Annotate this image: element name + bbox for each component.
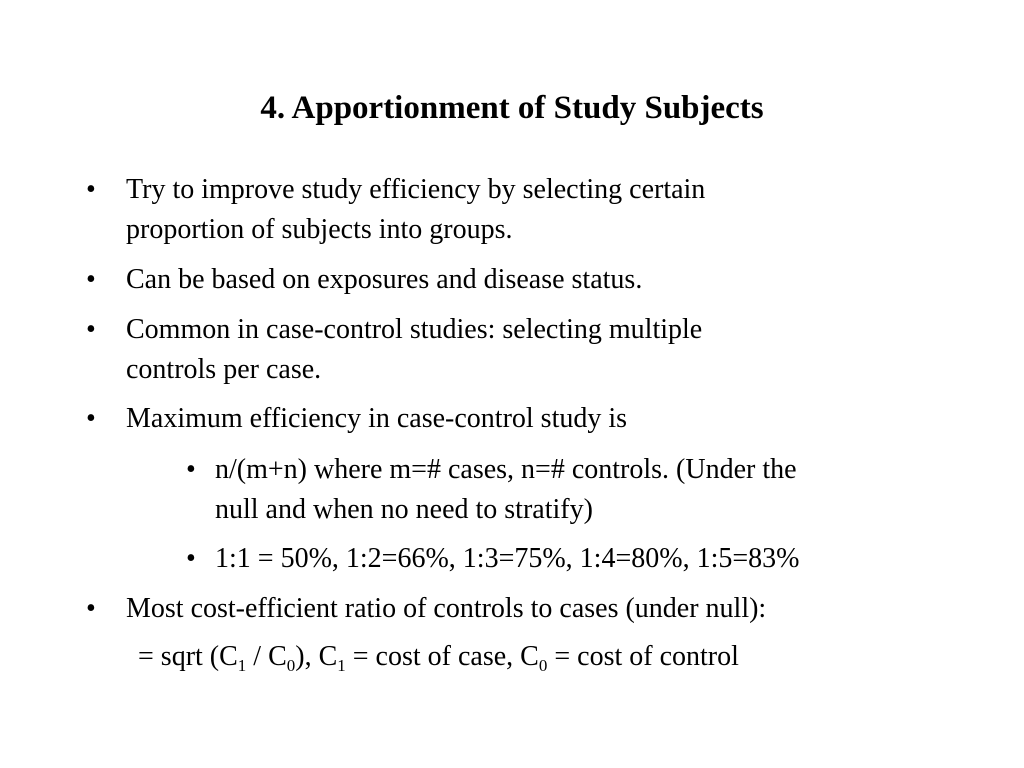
formula-text: = cost of case, C (345, 641, 539, 672)
bullet-line: controls per case. (126, 354, 322, 385)
formula-subscript: 1 (337, 655, 346, 675)
bullet-line: Most cost-efficient ratio of controls to cases (under null): (126, 593, 767, 624)
bullet-text (126, 170, 986, 250)
sub-bullet-text (215, 450, 797, 530)
formula-text: = sqrt (C (138, 641, 238, 672)
formula-subscript: 1 (237, 655, 247, 675)
formula-subscript: 0 (286, 655, 296, 675)
formula-text: ), C (295, 641, 338, 672)
bullet-text (126, 260, 986, 300)
bullet-text (126, 310, 986, 390)
bullet-dot: • (86, 264, 96, 295)
bullet-text (126, 589, 986, 629)
bullet-line: Common in case-control studies: selecting multiple (126, 314, 703, 345)
sub-bullet-dot: • (186, 543, 196, 574)
slide-title: 4. Apportionment of Study Subjects (260, 90, 764, 126)
bullet-dot: • (86, 174, 96, 205)
bullet-line: proportion of subjects into groups. (126, 214, 513, 245)
formula-text: / C (246, 641, 287, 672)
cost-ratio-formula (138, 637, 739, 677)
formula-subscript: 0 (538, 655, 548, 675)
bullet-dot: • (86, 314, 96, 345)
bullet-line: Can be based on exposures and disease status. (126, 264, 643, 295)
bullet-line: Try to improve study efficiency by selecting certain (126, 174, 706, 205)
formula-text: = cost of control (547, 641, 739, 672)
sub-bullet-line: n/(m+n) where m=# cases, n=# controls. (Under the (215, 454, 797, 485)
sub-bullet-text (215, 539, 799, 579)
sub-bullet-line: 1:1 = 50%, 1:2=66%, 1:3=75%, 1:4=80%, 1:5=83% (215, 543, 800, 574)
bullet-dot: • (86, 593, 96, 624)
bullet-text (126, 399, 986, 439)
sub-bullet-dot: • (186, 454, 196, 485)
bullet-dot: • (86, 403, 96, 434)
sub-bullet-line: null and when no need to stratify) (215, 494, 593, 525)
bullet-line: Maximum efficiency in case-control study is (126, 403, 628, 434)
